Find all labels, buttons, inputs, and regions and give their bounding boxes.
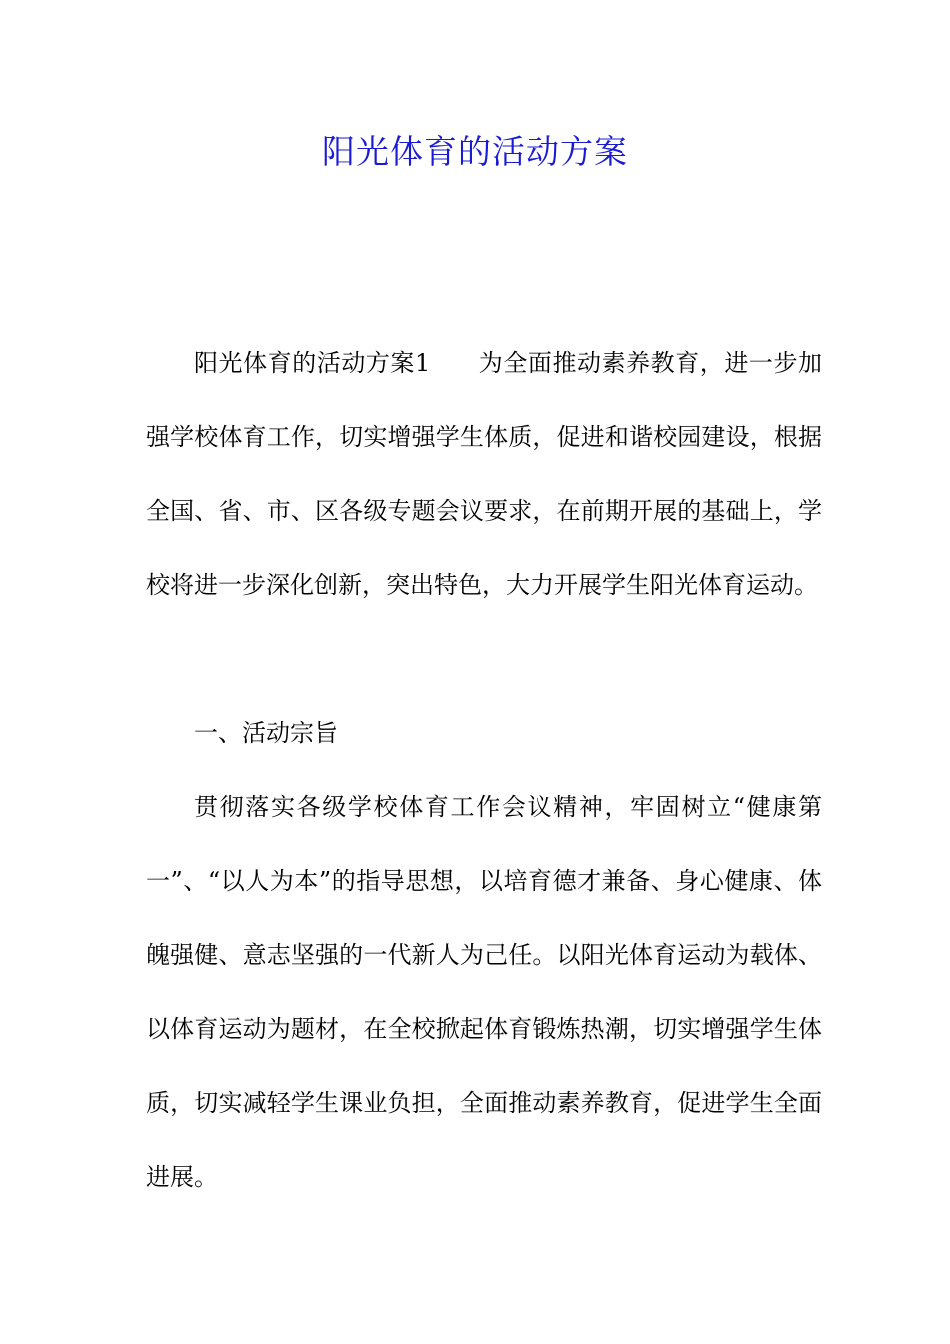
document-title: 阳光体育的活动方案 [322, 132, 628, 171]
section1-paragraph: 贯彻落实各级学校体育工作会议精神，牢固树立“健康第一”、“以人为本”的指导思想，以培育德才兼备、身心健康、体魄强健、意志坚强的一代新人为己任。以阳光体育运动为载体、以体育运动为题材，在全校掀起体育锻炼热潮，切实增强学生体质，切实减轻学生课业负担，全面推动素养教育，促进学生全面进展。 [146, 793, 822, 1191]
intro-heading: 阳光体育的活动方案1 [194, 349, 431, 377]
intro-text: 为全面推动素养教育，进一步加强学校体育工作，切实增强学生体质，促进和谐校园建设，根据全国、省、市、区各级专题会议要求，在前期开展的基础上，学校将进一步深化创新，突出特色，大力开展学生阳光体育运动。 [146, 349, 822, 599]
intro-paragraph [146, 326, 822, 622]
section1-heading-block [146, 696, 822, 770]
section1-heading: 一、活动宗旨 [194, 719, 338, 747]
section1-body-block [146, 770, 822, 1214]
intro-block [146, 326, 822, 622]
